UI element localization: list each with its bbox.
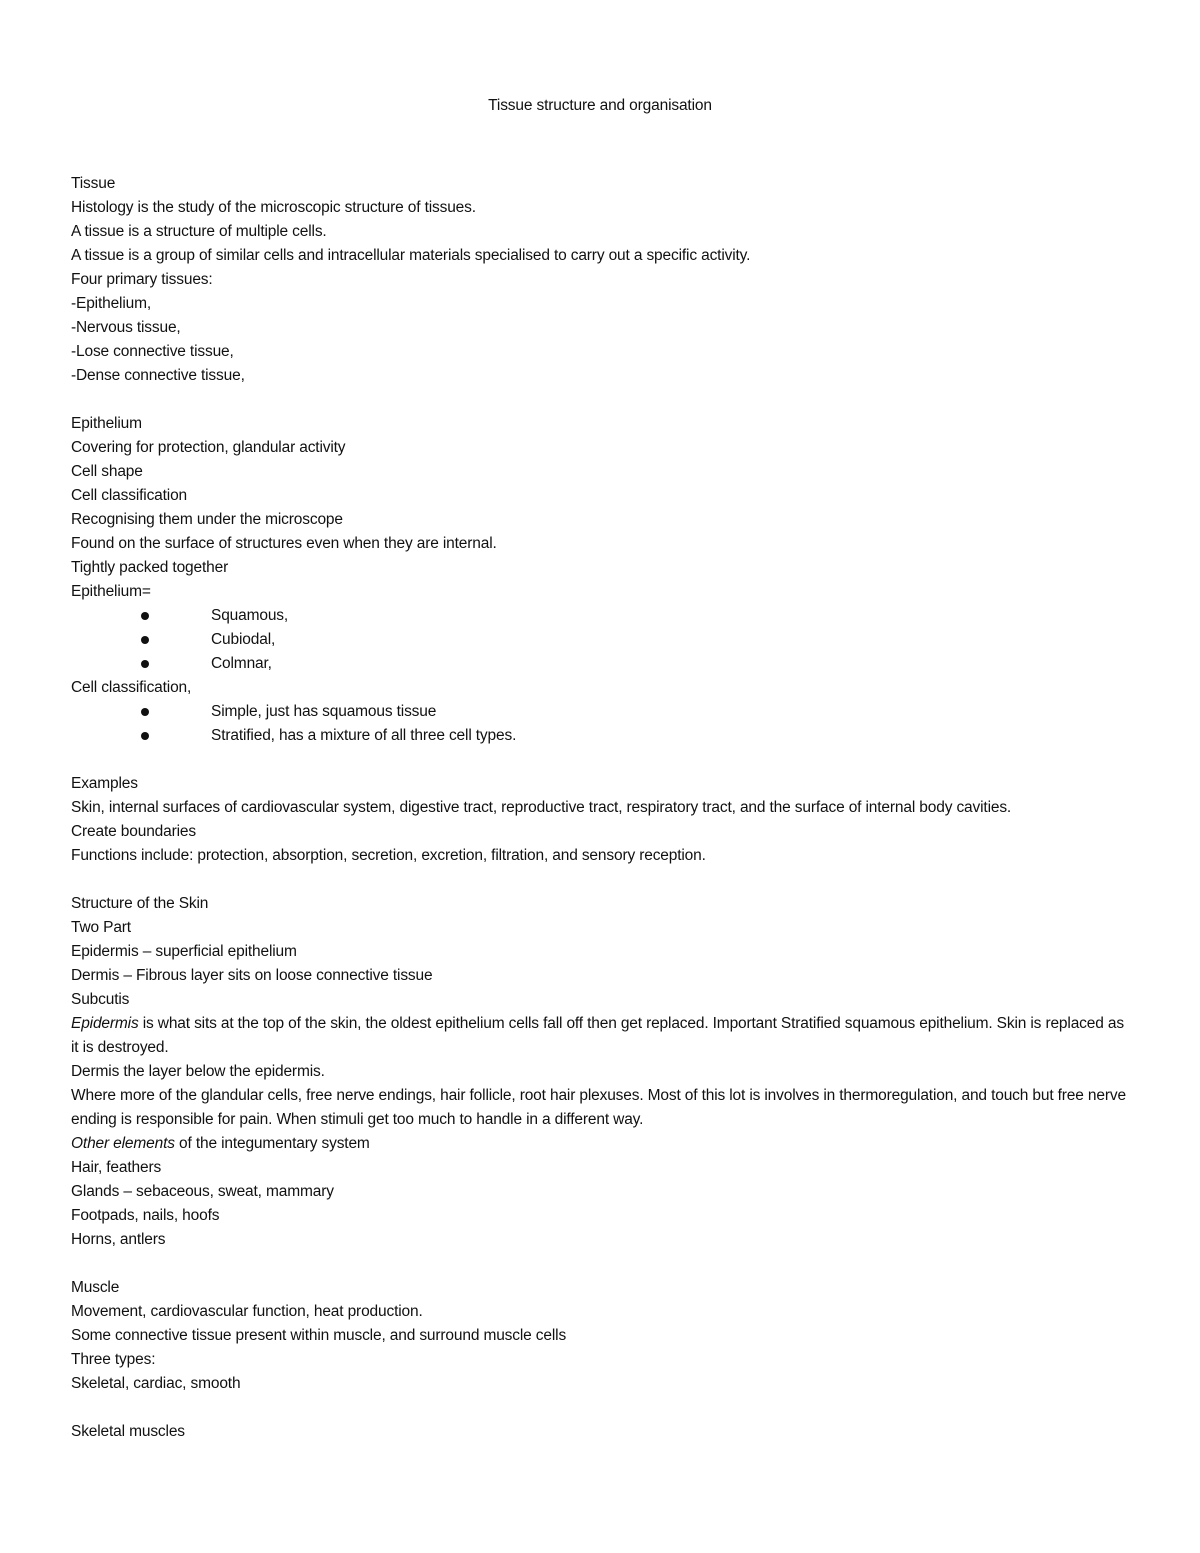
section-heading-muscle: Muscle [71, 1279, 120, 1296]
muscle-line: Skeletal, cardiac, smooth [71, 1375, 241, 1392]
classification-label: Cell classification, [71, 679, 192, 696]
other-elements-text: of the integumentary system [174, 1135, 370, 1152]
epidermis-term: Epidermis [71, 1015, 139, 1032]
tissue-line: -Epithelium, [71, 295, 152, 312]
bullet-item [71, 652, 1131, 676]
epithelium-line: Found on the surface of structures even when they are internal. [71, 535, 497, 552]
bullet-icon [141, 612, 149, 620]
section-heading-epithelium: Epithelium [71, 415, 142, 432]
skin-line: Epidermis – superficial epithelium [71, 943, 297, 960]
bullet-item [71, 724, 1131, 748]
epithelium-line: Tightly packed together [71, 559, 229, 576]
other-elements-term: Other elements [71, 1135, 175, 1152]
examples-line: Create boundaries [71, 823, 196, 840]
epidermis-text: is what sits at the top of the skin, the oldest epithelium cells fall off then get replaced. Important Stratified squamous epithelium. Skin is replaced as it is destroyed. [71, 1015, 1124, 1056]
bullet-icon [141, 636, 149, 644]
element-line: Glands – sebaceous, sweat, mammary [71, 1183, 334, 1200]
other-elements-line [71, 1132, 1131, 1156]
bullet-text: Cubiodal, [211, 631, 276, 648]
element-line: Footpads, nails, hoofs [71, 1207, 220, 1224]
examples-line: Functions include: protection, absorption, secretion, excretion, filtration, and sensory reception. [71, 847, 706, 864]
bullet-icon [141, 660, 149, 668]
epithelium-line: Cell classification [71, 487, 188, 504]
skin-line: Two Part [71, 919, 131, 936]
dermis-line: Dermis the layer below the epidermis. [71, 1063, 325, 1080]
element-line: Horns, antlers [71, 1231, 166, 1248]
bullet-item [71, 700, 1131, 724]
epithelium-line: Covering for protection, glandular activity [71, 439, 346, 456]
muscle-line: Three types: [71, 1351, 156, 1368]
skin-line: Dermis – Fibrous layer sits on loose connective tissue [71, 967, 433, 984]
document-title: Tissue structure and organisation [488, 97, 712, 114]
epithelium-line: Recognising them under the microscope [71, 511, 343, 528]
bullet-item [71, 604, 1131, 628]
bullet-item [71, 628, 1131, 652]
epidermis-paragraph [71, 1012, 1131, 1060]
section-heading-skin: Structure of the Skin [71, 895, 209, 912]
tissue-line: Histology is the study of the microscopic structure of tissues. [71, 199, 476, 216]
section-heading-tissue: Tissue [71, 175, 116, 192]
document-page [71, 94, 1131, 1444]
tissue-line: Four primary tissues: [71, 271, 213, 288]
element-line: Hair, feathers [71, 1159, 162, 1176]
muscle-line: Some connective tissue present within muscle, and surround muscle cells [71, 1327, 567, 1344]
skin-line: Subcutis [71, 991, 130, 1008]
bullet-icon [141, 708, 149, 716]
bullet-text: Colmnar, [211, 655, 272, 672]
tissue-line: A tissue is a group of similar cells and intracellular materials specialised to carry out a specific activity. [71, 247, 751, 264]
section-heading-skeletal-muscles: Skeletal muscles [71, 1423, 185, 1440]
bullet-icon [141, 732, 149, 740]
tissue-line: -Lose connective tissue, [71, 343, 234, 360]
bullet-text: Simple, just has squamous tissue [211, 703, 437, 720]
epithelium-line: Cell shape [71, 463, 143, 480]
epithelium-line: Epithelium= [71, 583, 151, 600]
bullet-text: Stratified, has a mixture of all three cell types. [211, 727, 517, 744]
section-heading-examples: Examples [71, 775, 138, 792]
dermis-paragraph: Where more of the glandular cells, free nerve endings, hair follicle, root hair plexuses. Most of this lot is involves in thermoregulation, and touch but free nerve ending is responsible for pain. When stimuli get too much to handle in a different way. [71, 1087, 1126, 1128]
examples-paragraph: Skin, internal surfaces of cardiovascular system, digestive tract, reproductive tract, respiratory tract, and the surface of internal body cavities. [71, 799, 1012, 816]
tissue-line: A tissue is a structure of multiple cells. [71, 223, 327, 240]
bullet-text: Squamous, [211, 607, 289, 624]
tissue-line: -Dense connective tissue, [71, 367, 245, 384]
muscle-line: Movement, cardiovascular function, heat production. [71, 1303, 423, 1320]
tissue-line: -Nervous tissue, [71, 319, 181, 336]
